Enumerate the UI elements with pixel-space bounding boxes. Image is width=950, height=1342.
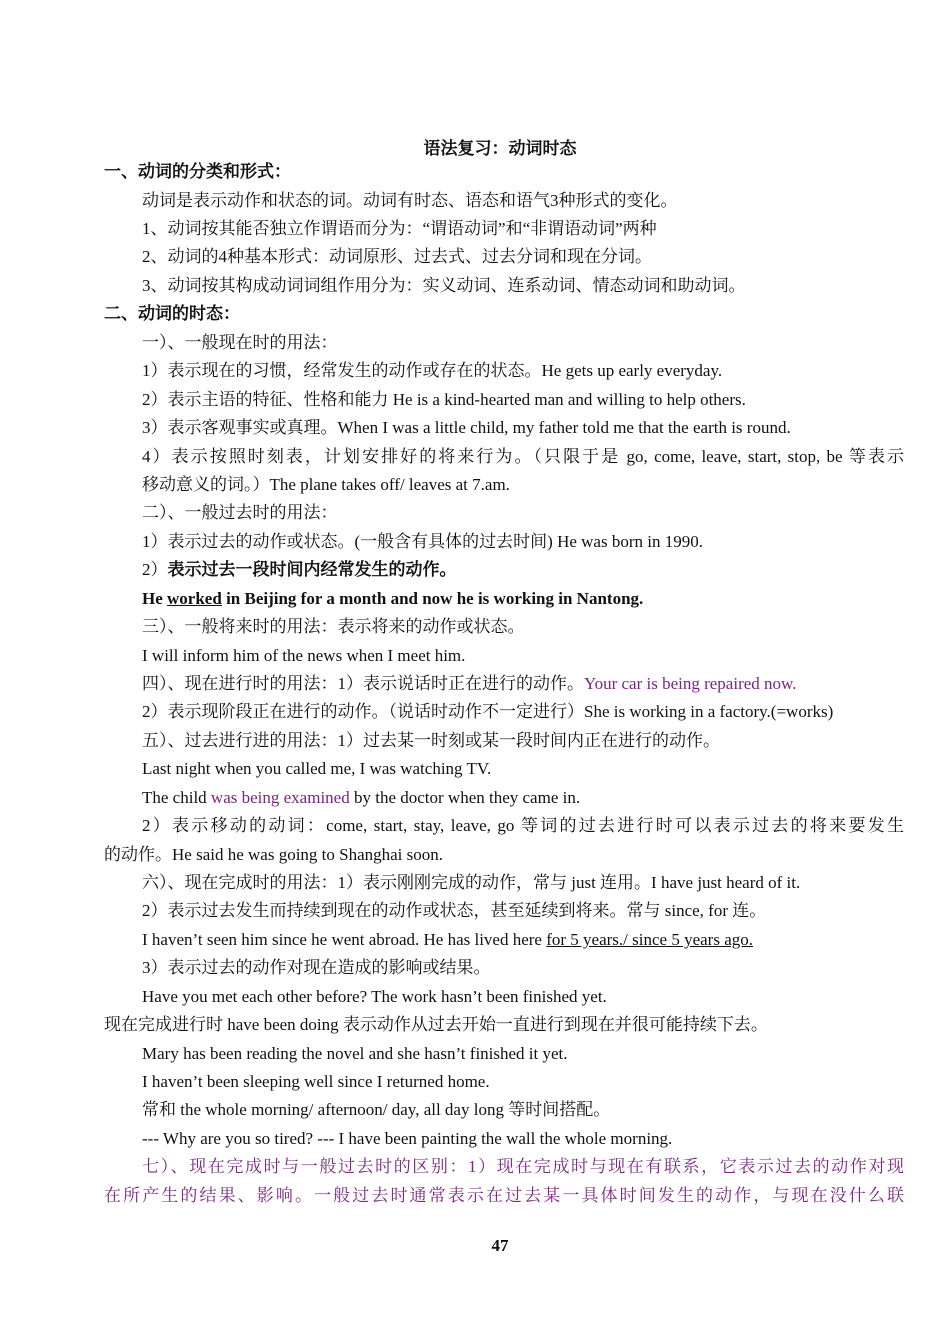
present-perfect-continuous-example-1: Mary has been reading the novel and she hasn’t finished it yet.: [142, 1044, 568, 1063]
page-number: 47: [491, 1236, 509, 1255]
present-continuous-example-highlight: Your car is being repaired now.: [584, 674, 797, 693]
simple-past-use-1: 1）表示过去的动作或状态。(一般含有具体的过去时间) He was born in 1990.: [142, 532, 703, 551]
present-perfect-continuous-dialogue: --- Why are you so tired? --- I have been painting the wall the whole morning.: [142, 1129, 673, 1148]
present-continuous-text: 四）、现在进行时的用法：1）表示说话时正在进行的动作。: [142, 674, 584, 693]
example-rest: in Beijing for a month and now he is working in Nantong.: [221, 589, 644, 608]
present-perfect-continuous-example-2: I haven’t been sleeping well since I returned home.: [142, 1072, 490, 1091]
simple-present-use-1: 1）表示现在的习惯，经常发生的动作或存在的状态。He gets up early everyday.: [142, 361, 723, 380]
example-text: I haven’t seen him since he went abroad. He has lived here: [142, 930, 547, 949]
simple-past-use-2-number: 2）: [142, 560, 168, 579]
simple-present-use-4: 4）表示按照时刻表，计划安排好的将来行为。（只限于是 go, come, leave, start, stop, be 等表示: [142, 447, 904, 466]
simple-present-use-4-cont: 移动意义的词。）The plane takes off/ leaves at 7.am.: [142, 475, 510, 494]
subheading-present-continuous: [142, 670, 904, 698]
section-heading-verb-forms: 一、动词的分类和形式：: [104, 162, 291, 181]
example-underlined: for 5 years./ since 5 years ago.: [546, 930, 753, 949]
paragraph-verb-point-1: 1、动词按其能否独立作谓语而分为：“谓语动词”和“非谓语动词”两种: [142, 219, 657, 238]
past-continuous-example-1: Last night when you called me, I was watching TV.: [142, 759, 492, 778]
example-suffix: by the doctor when they came in.: [349, 788, 581, 807]
paragraph-verb-intro: 动词是表示动作和状态的词。动词有时态、语态和语气3种形式的变化。: [142, 191, 678, 210]
simple-present-use-2: 2）表示主语的特征、性格和能力 He is a kind-hearted man and willing to help others.: [142, 390, 746, 409]
page-title: 语法复习：动词时态: [423, 139, 577, 158]
example-prefix: The child: [142, 788, 211, 807]
simple-past-use-2: [142, 556, 904, 584]
example-highlight: was being examined: [210, 788, 350, 807]
subheading-past-continuous: 五）、过去进行进的用法：1）过去某一时刻或某一段时间内正在进行的动作。: [142, 731, 720, 750]
present-continuous-use-2: 2）表示现阶段正在进行的动作。（说话时动作不一定进行）She is working in a factory.(=works): [142, 702, 834, 721]
simple-present-use-3: 3）表示客观事实或真理。When I was a little child, my father told me that the earth is round.: [142, 418, 791, 437]
subheading-perfect-vs-past: 七）、现在完成时与一般过去时的区别：1）现在完成时与现在有联系，它表示过去的动作对现: [142, 1157, 904, 1176]
present-perfect-example-2: Have you met each other before? The work hasn’t been finished yet.: [142, 987, 607, 1006]
subheading-simple-present: 一）、一般现在时的用法：: [142, 333, 338, 352]
paragraph-verb-point-3: 3、动词按其构成动词词组作用分为：实义动词、连系动词、情态动词和助动词。: [142, 276, 746, 295]
example-underlined-verb: worked: [167, 589, 222, 608]
present-perfect-example-1: [142, 926, 904, 954]
simple-past-use-2-text: 表示过去一段时间内经常发生的动作。: [167, 560, 457, 579]
past-continuous-use-2: 2）表示移动的动词：come, start, stay, leave, go 等词的过去进行时可以表示过去的将来要发生: [142, 816, 904, 835]
section-heading-tenses: 二、动词的时态：: [104, 304, 240, 323]
present-perfect-use-2: 2）表示过去发生而持续到现在的动作或状态，甚至延续到将来。常与 since, for 连。: [142, 901, 767, 920]
subheading-simple-past: 二）、一般过去时的用法：: [142, 503, 338, 522]
present-perfect-use-3: 3）表示过去的动作对现在造成的影响或结果。: [142, 958, 491, 977]
perfect-vs-past-cont: 在所产生的结果、影响。一般过去时通常表示在过去某一具体时间发生的动作，与现在没什么联: [104, 1186, 904, 1205]
simple-future-example: I will inform him of the news when I meet him.: [142, 646, 466, 665]
paragraph-verb-point-2: 2、动词的4种基本形式：动词原形、过去式、过去分词和现在分词。: [142, 247, 652, 266]
present-perfect-continuous-note: 常和 the whole morning/ afternoon/ day, all day long 等时间搭配。: [142, 1100, 611, 1119]
example-subject: He: [142, 589, 168, 608]
simple-past-example: [142, 585, 904, 613]
past-continuous-use-2-cont: 的动作。He said he was going to Shanghai soon.: [104, 845, 444, 864]
subheading-present-perfect-continuous: 现在完成进行时 have been doing 表示动作从过去开始一直进行到现在并很可能持续下去。: [104, 1015, 768, 1034]
past-continuous-example-2: [142, 784, 904, 812]
subheading-simple-future: 三）、一般将来时的用法：表示将来的动作或状态。: [142, 617, 525, 636]
subheading-present-perfect: 六）、现在完成时的用法：1）表示刚刚完成的动作，常与 just 连用。I have just heard of it.: [142, 873, 801, 892]
